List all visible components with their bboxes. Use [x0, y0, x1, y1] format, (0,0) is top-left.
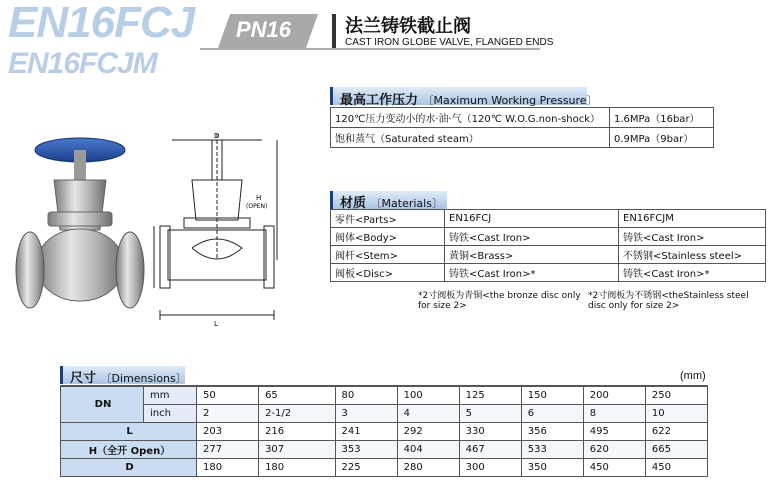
dim-cell: 307: [259, 441, 335, 459]
product-title-cn: 法兰铸铁截止阀: [345, 16, 471, 37]
pressure-title-text: 最高工作压力: [340, 93, 419, 108]
dn-inch-cell: 3: [335, 405, 397, 423]
header-divider: [200, 48, 540, 50]
materials-note-fcjm: *2寸阀板为不锈钢<theStainless steel disc only for size 2>: [588, 291, 749, 311]
table-header-row: [331, 210, 766, 228]
dim-cell: 300: [459, 459, 521, 477]
dim-cell: 180: [197, 459, 259, 477]
materials-fcj: 铸铁<Cast Iron>: [445, 228, 619, 246]
materials-header-fcj: EN16FCJ: [445, 210, 619, 228]
drawing-label-open: (OPEN): [246, 203, 268, 210]
model-title-primary: EN16FCJ: [8, 0, 195, 47]
mm-label: mm: [144, 386, 197, 405]
dimensions-section-title: [70, 367, 187, 386]
pressure-table: [330, 107, 714, 148]
dim-cell: 356: [521, 423, 583, 441]
dn-inch-cell: 2: [197, 405, 259, 423]
dim-cell: 665: [645, 441, 707, 459]
dn-mm-cell: 150: [521, 386, 583, 405]
dimensions-title-text: 尺寸: [70, 371, 97, 386]
dim-row-label: L: [61, 423, 197, 441]
materials-note-fcj: *2寸阀板为青铜<the bronze disc only for size 2>: [418, 291, 581, 311]
dim-cell: 450: [645, 459, 707, 477]
materials-subtitle-text: 〔Materials〕: [370, 197, 443, 210]
materials-fcjm: 铸铁<Cast Iron>*: [619, 264, 766, 282]
materials-fcjm: 铸铁<Cast Iron>: [619, 228, 766, 246]
dimensions-unit: (mm): [680, 370, 706, 382]
dn-inch-cell: 5: [459, 405, 521, 423]
dim-cell: 216: [259, 423, 335, 441]
dim-row-label: D: [61, 459, 197, 477]
valve-photo: [10, 120, 150, 320]
materials-part: 阀杆<Stem>: [331, 246, 445, 264]
dn-inch-cell: 6: [521, 405, 583, 423]
dn-inch-cell: 2-1/2: [259, 405, 335, 423]
dn-inch-cell: 8: [583, 405, 645, 423]
pressure-class-label: PN16: [236, 17, 292, 42]
pressure-subtitle-text: 〔Maximum Working Pressure〕: [422, 94, 598, 107]
dn-mm-cell: 125: [459, 386, 521, 405]
dn-inch-cell: 10: [645, 405, 707, 423]
table-row: [331, 246, 766, 264]
table-row: [61, 459, 708, 477]
materials-title-text: 材质: [340, 196, 367, 211]
dim-cell: 277: [197, 441, 259, 459]
dim-cell: 350: [521, 459, 583, 477]
dimensions-subtitle-text: 〔Dimensions〕: [100, 372, 187, 385]
dim-cell: 450: [583, 459, 645, 477]
table-row: [61, 405, 708, 423]
dim-cell: 533: [521, 441, 583, 459]
pressure-condition: 饱和蒸气（Saturated steam）: [331, 128, 610, 148]
drawing-label-d: D: [214, 132, 220, 140]
table-row: [331, 264, 766, 282]
table-row: [331, 108, 714, 128]
dn-mm-cell: 50: [197, 386, 259, 405]
dim-cell: 241: [335, 423, 397, 441]
product-title-en: CAST IRON GLOBE VALVE, FLANGED ENDS: [345, 37, 554, 48]
table-row: [61, 423, 708, 441]
dim-row-label: H（全开 Open）: [61, 441, 197, 459]
materials-table: [330, 209, 766, 282]
dn-mm-cell: 80: [335, 386, 397, 405]
dim-cell: 203: [197, 423, 259, 441]
drawing-label-l: L: [214, 320, 218, 328]
materials-header-fcjm: EN16FCJM: [619, 210, 766, 228]
dim-cell: 620: [583, 441, 645, 459]
dim-cell: 404: [397, 441, 459, 459]
pressure-value: 0.9MPa（9bar）: [610, 128, 714, 148]
dn-label: DN: [61, 386, 144, 423]
dim-cell: 622: [645, 423, 707, 441]
pressure-value: 1.6MPa（16bar）: [610, 108, 714, 128]
table-row: [331, 228, 766, 246]
materials-fcj: 铸铁<Cast Iron>*: [445, 264, 619, 282]
dim-cell: 280: [397, 459, 459, 477]
model-title-secondary: EN16FCJM: [8, 47, 157, 80]
dim-cell: 225: [335, 459, 397, 477]
materials-part: 阀体<Body>: [331, 228, 445, 246]
materials-header-parts: 零件<Parts>: [331, 210, 445, 228]
pressure-section-title: [340, 89, 598, 108]
dim-cell: 180: [259, 459, 335, 477]
dim-cell: 467: [459, 441, 521, 459]
table-row: [61, 441, 708, 459]
dim-cell: 330: [459, 423, 521, 441]
table-row: [61, 386, 708, 405]
dim-cell: 292: [397, 423, 459, 441]
dn-mm-cell: 65: [259, 386, 335, 405]
materials-fcjm: 不锈钢<Stainless steel>: [619, 246, 766, 264]
pressure-condition: 120℃压力变动小的水·油·气（120℃ W.O.G.non-shock）: [331, 108, 610, 128]
dn-mm-cell: 200: [583, 386, 645, 405]
materials-fcj: 黄铜<Brass>: [445, 246, 619, 264]
dn-inch-cell: 4: [397, 405, 459, 423]
dimensions-table: [60, 385, 708, 477]
drawing-label-h: H: [256, 194, 262, 202]
dn-mm-cell: 250: [645, 386, 707, 405]
table-row: [331, 128, 714, 148]
dn-mm-cell: 100: [397, 386, 459, 405]
dim-cell: 495: [583, 423, 645, 441]
materials-part: 阀板<Disc>: [331, 264, 445, 282]
title-accent-bar: [332, 14, 336, 48]
inch-label: inch: [144, 405, 197, 423]
valve-drawing: [152, 130, 282, 330]
dim-cell: 353: [335, 441, 397, 459]
